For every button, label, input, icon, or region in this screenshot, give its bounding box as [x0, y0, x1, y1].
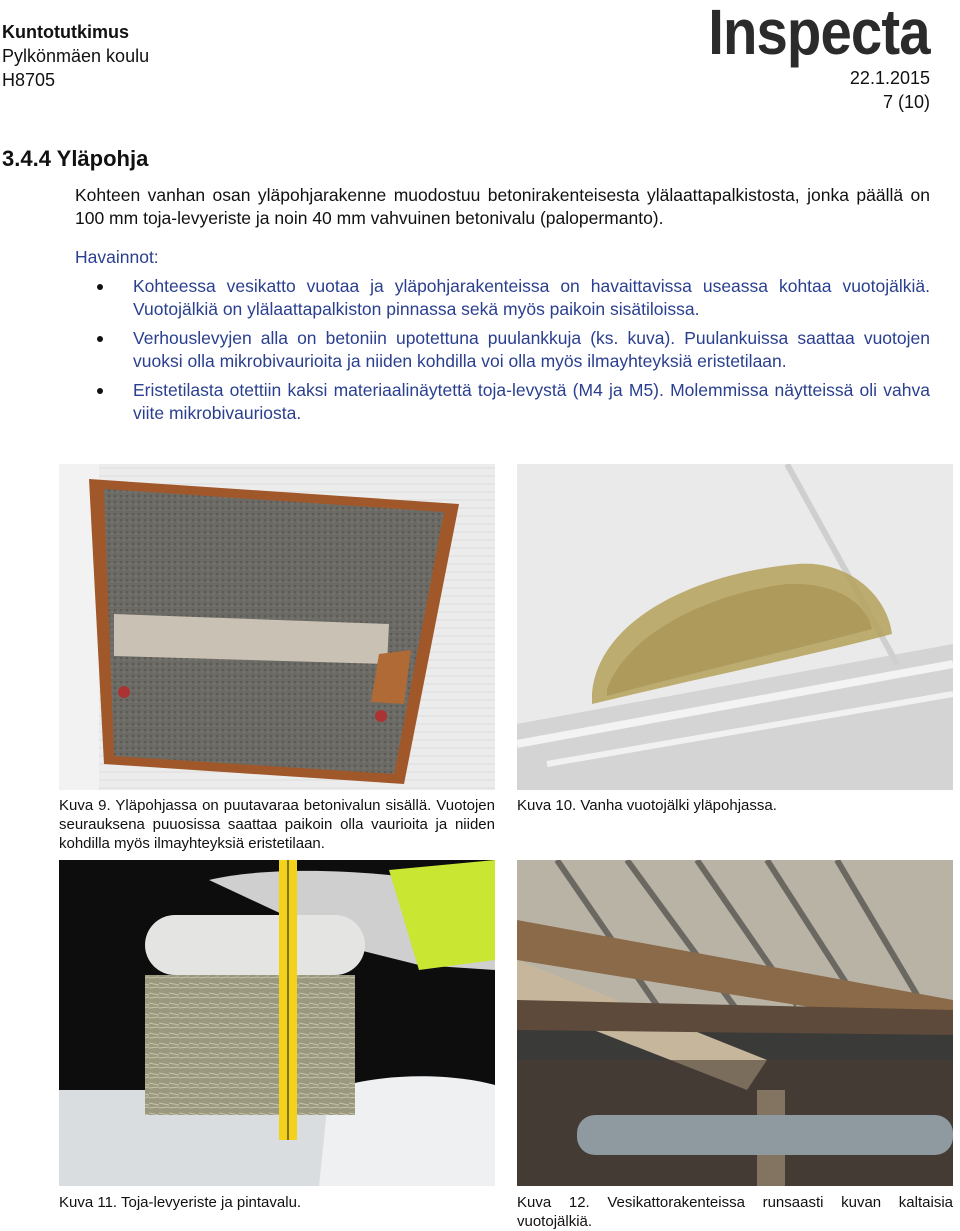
- page-number: 7 (10): [882, 92, 930, 112]
- bullet-icon: [97, 284, 103, 290]
- report-date: 22.1.2015: [849, 68, 930, 88]
- section-intro: Kohteen vanhan osan yläpohjarakenne muodostuu betonirakenteisesta ylälaattapalkistosta, jonka päällä on 100 mm toja-levyeriste ja noin 40 mm vahvuinen betonivalu (palopermanto).: [75, 185, 930, 228]
- caption-figure-11: Kuva 11. Toja-levyeriste ja pintavalu.: [59, 1194, 302, 1211]
- school-name: Pylkönmäen koulu: [2, 46, 150, 66]
- observation-item: Verhouslevyjen alla on betoniin upotettuna puulankkuja (ks. kuva). Puulankuissa saattaa vuotojen vuoksi olla mikrobivaurioita ja niiden kohdilla voi olla myös ilmayhteyksiä eristetilaan.: [75, 327, 930, 373]
- project-number: H8705: [2, 70, 56, 90]
- photo-roof-structure: [517, 860, 953, 1186]
- caption-figure-9: Kuva 9. Yläpohjassa on puutavaraa betonivalun sisällä. Vuotojen seurauksena puuosissa saattaa paikoin olla vaurioita ja niiden kohdilla myös ilmayhteyksiä eristetilaan.: [59, 797, 495, 852]
- photo-leak-stain: [517, 464, 953, 790]
- bullet-icon: [97, 388, 103, 394]
- document-header-right: [850, 66, 930, 114]
- photo-insulation-sample: [59, 860, 495, 1186]
- observation-item: Kohteessa vesikatto vuotaa ja yläpohjarakenteissa on havaittavissa useassa kohtaa vuotojälkiä. Vuotojälkiä on ylälaattapalkiston pinnassa sekä myös paikoin sisätiloissa.: [75, 275, 930, 321]
- observation-item: Eristetilasta otettiin kaksi materiaalinäytettä toja-levystä (M4 ja M5). Molemmissa näytteissä oli vahva viite mikrobivauriosta.: [75, 379, 930, 425]
- caption-figure-12: Kuva 12. Vesikattorakenteissa runsaasti kuvan kaltaisia vuotojälkiä.: [517, 1194, 953, 1230]
- inspecta-logo: Inspecta: [708, 0, 930, 68]
- section-heading: 3.4.4 Yläpohja: [2, 146, 149, 171]
- report-title: Kuntotutkimus: [2, 22, 129, 42]
- observations-list: [75, 275, 930, 431]
- document-header-left: [2, 20, 149, 92]
- caption-figure-10: Kuva 10. Vanha vuotojälki yläpohjassa.: [517, 797, 777, 814]
- bullet-icon: [97, 336, 103, 342]
- photo-ceiling-opening: [59, 464, 495, 790]
- observations-label: Havainnot:: [75, 247, 159, 267]
